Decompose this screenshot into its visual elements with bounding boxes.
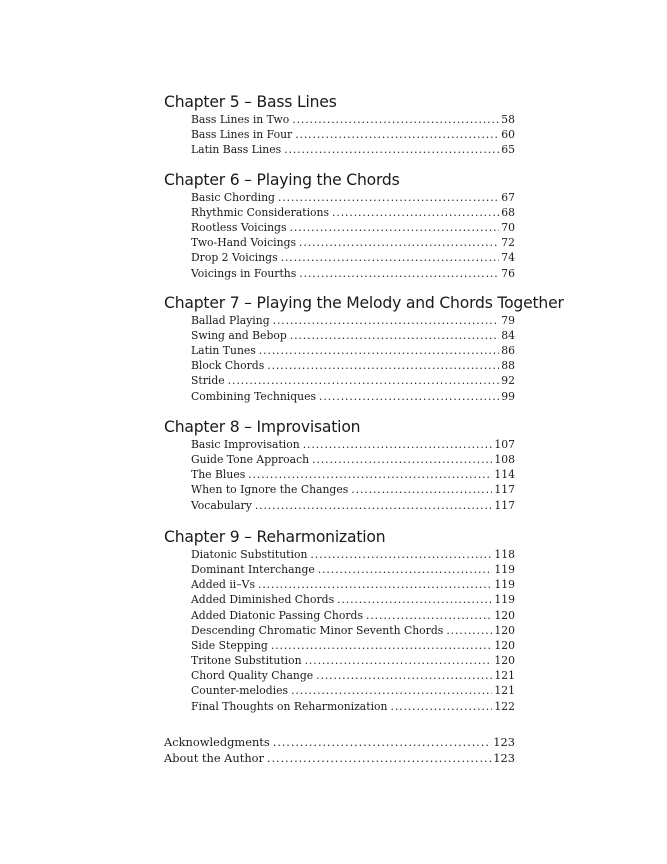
entry-page-number: 68 xyxy=(501,205,515,219)
toc-entry[interactable] xyxy=(191,467,515,482)
entry-label: Chord Quality Change xyxy=(191,669,314,683)
toc-entry[interactable] xyxy=(191,653,515,668)
entry-label: Side Stepping xyxy=(191,638,268,652)
entry-label: Acknowledgments xyxy=(164,734,270,749)
toc-entry[interactable] xyxy=(191,328,515,343)
toc-entry[interactable] xyxy=(191,668,515,683)
entry-label: Bass Lines in Two xyxy=(191,113,290,126)
section-spacer xyxy=(164,158,564,170)
toc-entry[interactable] xyxy=(191,190,515,205)
entry-label: Final Thoughts on Reharmonization xyxy=(191,699,388,713)
entry-page-number: 88 xyxy=(501,359,515,373)
entry-label: Ballad Playing xyxy=(191,313,270,327)
entry-page-number: 92 xyxy=(501,374,515,388)
entry-page-number: 123 xyxy=(493,751,515,766)
dot-leader xyxy=(292,112,499,127)
dot-leader xyxy=(299,235,499,250)
chapter-entries xyxy=(164,313,564,404)
chapter-title: Chapter 9 – Reharmonization xyxy=(164,527,386,546)
dot-leader xyxy=(295,127,499,142)
entry-page-number: 123 xyxy=(493,734,515,749)
entry-page-number: 119 xyxy=(494,578,515,592)
dot-leader xyxy=(310,547,492,562)
entry-page-number: 108 xyxy=(494,453,515,466)
entry-page-number: 120 xyxy=(494,623,515,637)
toc-entry[interactable] xyxy=(191,623,515,638)
entry-label: Descending Chromatic Minor Seventh Chords xyxy=(191,623,444,637)
entry-label: Added ii–Vs xyxy=(191,578,255,592)
dot-leader xyxy=(319,389,499,404)
section-spacer xyxy=(164,404,564,417)
entry-page-number: 120 xyxy=(494,638,515,652)
entry-label: Basic Chording xyxy=(191,190,275,204)
entry-page-number: 122 xyxy=(494,699,515,713)
dot-leader xyxy=(281,250,500,265)
entry-label: Swing and Bebop xyxy=(191,328,287,342)
chapter-7-section xyxy=(164,293,564,404)
toc-entry[interactable] xyxy=(191,638,515,653)
toc-entry[interactable] xyxy=(191,452,515,467)
chapter-5-section xyxy=(164,92,564,158)
dot-leader xyxy=(366,608,492,623)
entry-page-number: 74 xyxy=(501,251,515,265)
entry-page-number: 76 xyxy=(501,266,515,280)
entry-page-number: 121 xyxy=(494,669,515,683)
entry-label: Latin Bass Lines xyxy=(191,143,282,157)
toc-entry[interactable] xyxy=(191,358,515,373)
chapter-entries xyxy=(164,437,564,513)
entry-page-number: 86 xyxy=(501,344,515,358)
chapter-8-section xyxy=(164,417,564,513)
dot-leader xyxy=(305,653,493,668)
toc-entry[interactable] xyxy=(191,373,515,388)
toc-entry[interactable] xyxy=(191,577,515,592)
toc-entry[interactable] xyxy=(191,562,515,577)
toc-entry[interactable] xyxy=(191,235,515,250)
dot-leader xyxy=(316,668,492,683)
entry-label: Guide Tone Approach xyxy=(191,453,310,466)
dot-leader xyxy=(291,683,492,698)
entry-page-number: 114 xyxy=(494,468,515,482)
entry-page-number: 70 xyxy=(501,220,515,234)
dot-leader xyxy=(259,343,499,358)
dot-leader xyxy=(228,373,500,388)
chapter-entries xyxy=(164,190,564,281)
dot-leader xyxy=(290,220,500,235)
entry-label: Added Diminished Chords xyxy=(191,593,335,607)
toc-entry-about-the-author[interactable] xyxy=(164,750,515,767)
entry-label: Two-Hand Voicings xyxy=(191,236,297,250)
chapter-title: Chapter 6 – Playing the Chords xyxy=(164,170,400,189)
entry-label: Dominant Interchange xyxy=(191,562,315,576)
dot-leader xyxy=(337,592,492,607)
entry-label: Stride xyxy=(191,374,225,388)
entry-label: Combining Techniques xyxy=(191,389,317,403)
entry-label: Voicings in Fourths xyxy=(191,266,297,280)
toc-entry[interactable] xyxy=(191,343,515,358)
toc-entry[interactable] xyxy=(191,250,515,265)
toc-entry[interactable] xyxy=(191,699,515,714)
toc-entry[interactable] xyxy=(191,220,515,235)
toc-entry[interactable] xyxy=(191,142,515,157)
toc-entry[interactable] xyxy=(191,127,515,142)
entry-page-number: 60 xyxy=(501,128,515,142)
toc-entry[interactable] xyxy=(191,112,515,127)
entry-label: Basic Improvisation xyxy=(191,437,300,451)
entry-label: Tritone Substitution xyxy=(191,654,302,668)
entry-label: Added Diatonic Passing Chords xyxy=(191,608,364,622)
entry-page-number: 72 xyxy=(501,236,515,250)
entry-label: Vocabulary xyxy=(191,498,252,512)
table-of-contents xyxy=(164,92,564,767)
toc-entry[interactable] xyxy=(191,389,515,404)
dot-leader xyxy=(290,328,499,343)
dot-leader xyxy=(267,750,491,767)
chapter-6-section xyxy=(164,170,564,281)
entry-label: Diatonic Substitution xyxy=(191,547,308,561)
dot-leader xyxy=(284,142,499,157)
chapter-entries xyxy=(164,112,564,158)
entry-page-number: 120 xyxy=(494,608,515,622)
section-spacer xyxy=(164,714,564,734)
entry-label: Bass Lines in Four xyxy=(191,128,293,142)
entry-label: Latin Tunes xyxy=(191,344,256,358)
dot-leader xyxy=(255,498,493,513)
chapter-title: Chapter 8 – Improvisation xyxy=(164,417,361,436)
entry-page-number: 117 xyxy=(494,483,515,497)
entry-page-number: 119 xyxy=(494,562,515,576)
dot-leader xyxy=(303,437,493,452)
toc-entry[interactable] xyxy=(191,437,515,452)
section-spacer xyxy=(164,281,564,293)
entry-label: When to Ignore the Changes xyxy=(191,483,349,497)
toc-entry[interactable] xyxy=(191,608,515,623)
entry-page-number: 79 xyxy=(501,313,515,327)
toc-entry[interactable] xyxy=(191,482,515,497)
entry-page-number: 67 xyxy=(501,190,515,204)
toc-entry[interactable] xyxy=(191,313,515,328)
toc-entry[interactable] xyxy=(191,592,515,607)
dot-leader xyxy=(248,467,492,482)
toc-entry[interactable] xyxy=(191,547,515,562)
entry-label: The Blues xyxy=(191,468,246,482)
dot-leader xyxy=(332,205,499,220)
entry-page-number: 58 xyxy=(501,113,515,126)
chapter-title: Chapter 7 – Playing the Melody and Chords Together xyxy=(164,293,564,312)
entry-label: About the Author xyxy=(164,751,264,766)
dot-leader xyxy=(258,577,492,592)
back-matter-section xyxy=(164,734,564,767)
dot-leader xyxy=(271,638,493,653)
entry-page-number: 107 xyxy=(494,437,515,451)
toc-entry[interactable] xyxy=(191,266,515,281)
entry-page-number: 120 xyxy=(494,654,515,668)
entry-label: Rootless Voicings xyxy=(191,220,287,234)
entry-page-number: 119 xyxy=(494,593,515,607)
dot-leader xyxy=(318,562,493,577)
dot-leader xyxy=(299,266,499,281)
dot-leader xyxy=(351,482,492,497)
dot-leader xyxy=(273,313,500,328)
entry-page-number: 84 xyxy=(501,328,515,342)
chapter-title: Chapter 5 – Bass Lines xyxy=(164,93,337,111)
entry-label: Counter-melodies xyxy=(191,684,289,698)
entry-page-number: 99 xyxy=(501,389,515,403)
toc-entry[interactable] xyxy=(191,205,515,220)
chapter-entries xyxy=(164,547,564,714)
chapter-9-section xyxy=(164,527,564,714)
toc-entry[interactable] xyxy=(191,498,515,513)
dot-leader xyxy=(278,190,499,205)
entry-label: Rhythmic Considerations xyxy=(191,205,330,219)
entry-page-number: 65 xyxy=(501,143,515,157)
toc-entry-acknowledgments[interactable] xyxy=(164,734,515,751)
entry-page-number: 121 xyxy=(494,684,515,698)
entry-label: Block Chords xyxy=(191,359,265,373)
dot-leader xyxy=(273,734,492,751)
entry-label: Drop 2 Voicings xyxy=(191,251,278,265)
section-spacer xyxy=(164,513,564,527)
dot-leader xyxy=(312,452,492,467)
toc-entry[interactable] xyxy=(191,683,515,698)
entry-page-number: 118 xyxy=(494,547,515,561)
dot-leader xyxy=(390,699,492,714)
dot-leader xyxy=(446,623,492,638)
entry-page-number: 117 xyxy=(494,498,515,512)
dot-leader xyxy=(267,358,499,373)
